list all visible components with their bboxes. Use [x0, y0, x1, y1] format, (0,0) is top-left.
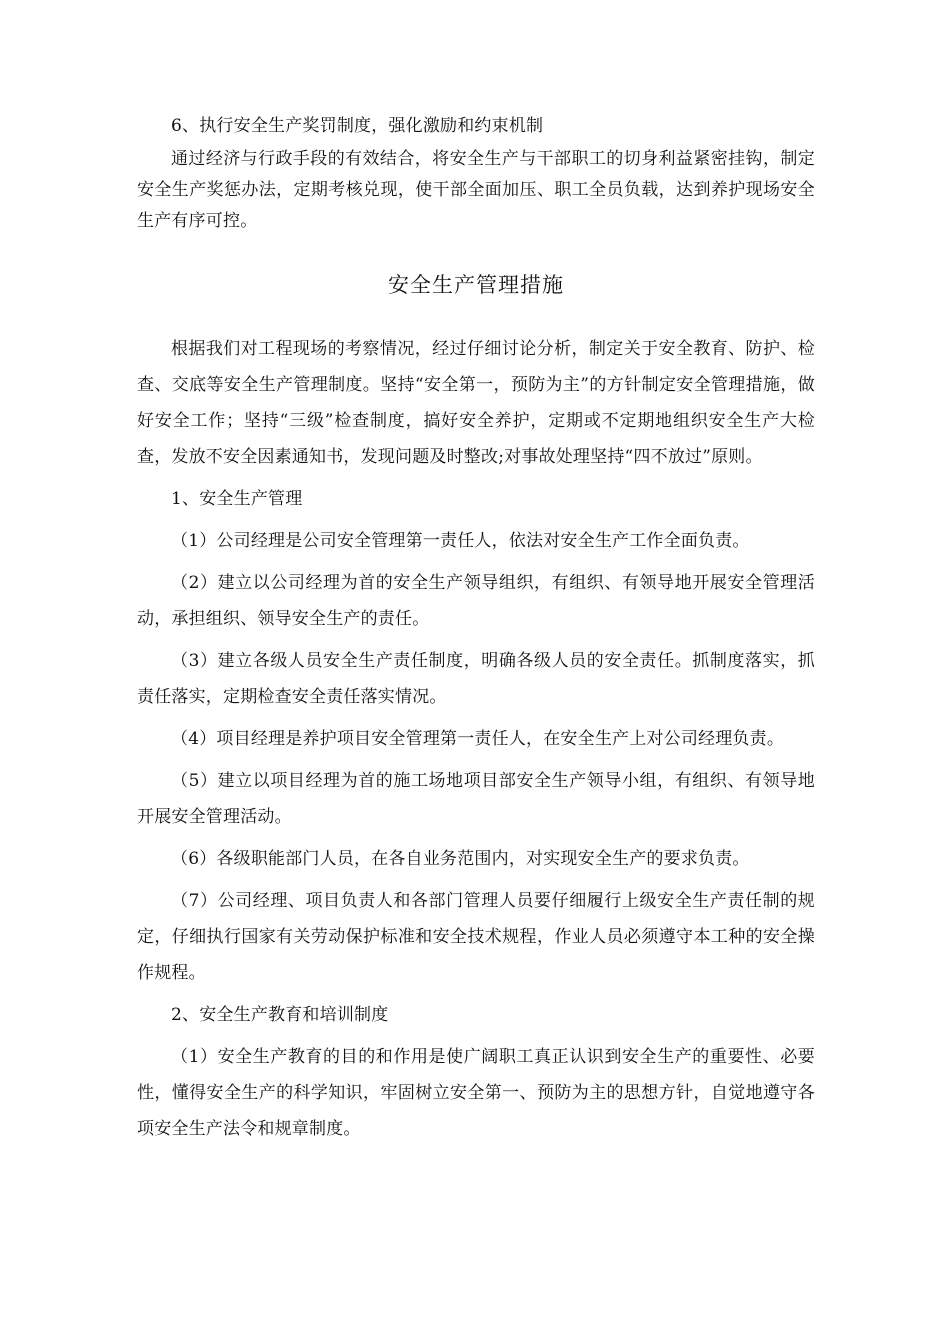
part-1-item-6: （6）各级职能部门人员，在各自业务范围内，对实现安全生产的要求负责。	[171, 849, 750, 869]
section-6-heading: 6、执行安全生产奖罚制度，强化激励和约束机制	[171, 116, 544, 136]
part-1-item-5: （5）建立以项目经理为首的施工场地项目部安全生产领导小组，有组织、有领导地开展安全管理活动。	[137, 771, 815, 827]
section-6-body: 通过经济与行政手段的有效结合，将安全生产与干部职工的切身利益紧密挂钩，制定安全生产奖惩办法，定期考核兑现，使干部全面加压、职工全员负载，达到养护现场安全生产有序可控。	[137, 149, 815, 231]
part-1-item-4: （4）项目经理是养护项目安全管理第一责任人，在安全生产上对公司经理负责。	[171, 729, 785, 749]
part-1-item-1: （1）公司经理是公司安全管理第一责任人，依法对安全生产工作全面负责。	[171, 531, 750, 551]
part-1-item-7: （7）公司经理、项目负责人和各部门管理人员要仔细履行上级安全生产责任制的规定，仔细执行国家有关劳动保护标准和安全技术规程，作业人员必须遵守本工种的安全操作规程。	[137, 891, 815, 983]
part-1-heading: 1、安全生产管理	[171, 489, 303, 509]
part-2-item-1: （1）安全生产教育的目的和作用是使广阔职工真正认识到安全生产的重要性、必要性，懂得安全生产的科学知识，牢固树立安全第一、预防为主的思想方针，自觉地遵守各项安全生产法令和规章制度。	[137, 1047, 815, 1139]
intro-paragraph: 根据我们对工程现场的考察情况，经过仔细讨论分析，制定关于安全教育、防护、检查、交底等安全生产管理制度。坚持“安全第一，预防为主”的方针制定安全管理措施，做好安全工作；坚持“三级”检查制度，搞好安全养护，定期或不定期地组织安全生产大检查，发放不安全因素通知书，发现问题及时整改;对事故处理坚持“四不放过”原则。	[137, 339, 815, 467]
part-2-heading: 2、安全生产教育和培训制度	[171, 1005, 389, 1025]
part-1-item-3: （3）建立各级人员安全生产责任制度，明确各级人员的安全责任。抓制度落实，抓责任落实，定期检查安全责任落实情况。	[137, 651, 815, 707]
part-1-item-2: （2）建立以公司经理为首的安全生产领导组织，有组织、有领导地开展安全管理活动，承担组织、领导安全生产的责任。	[137, 573, 815, 629]
page-title: 安全生产管理措施	[388, 273, 564, 297]
document-body	[137, 108, 815, 1147]
